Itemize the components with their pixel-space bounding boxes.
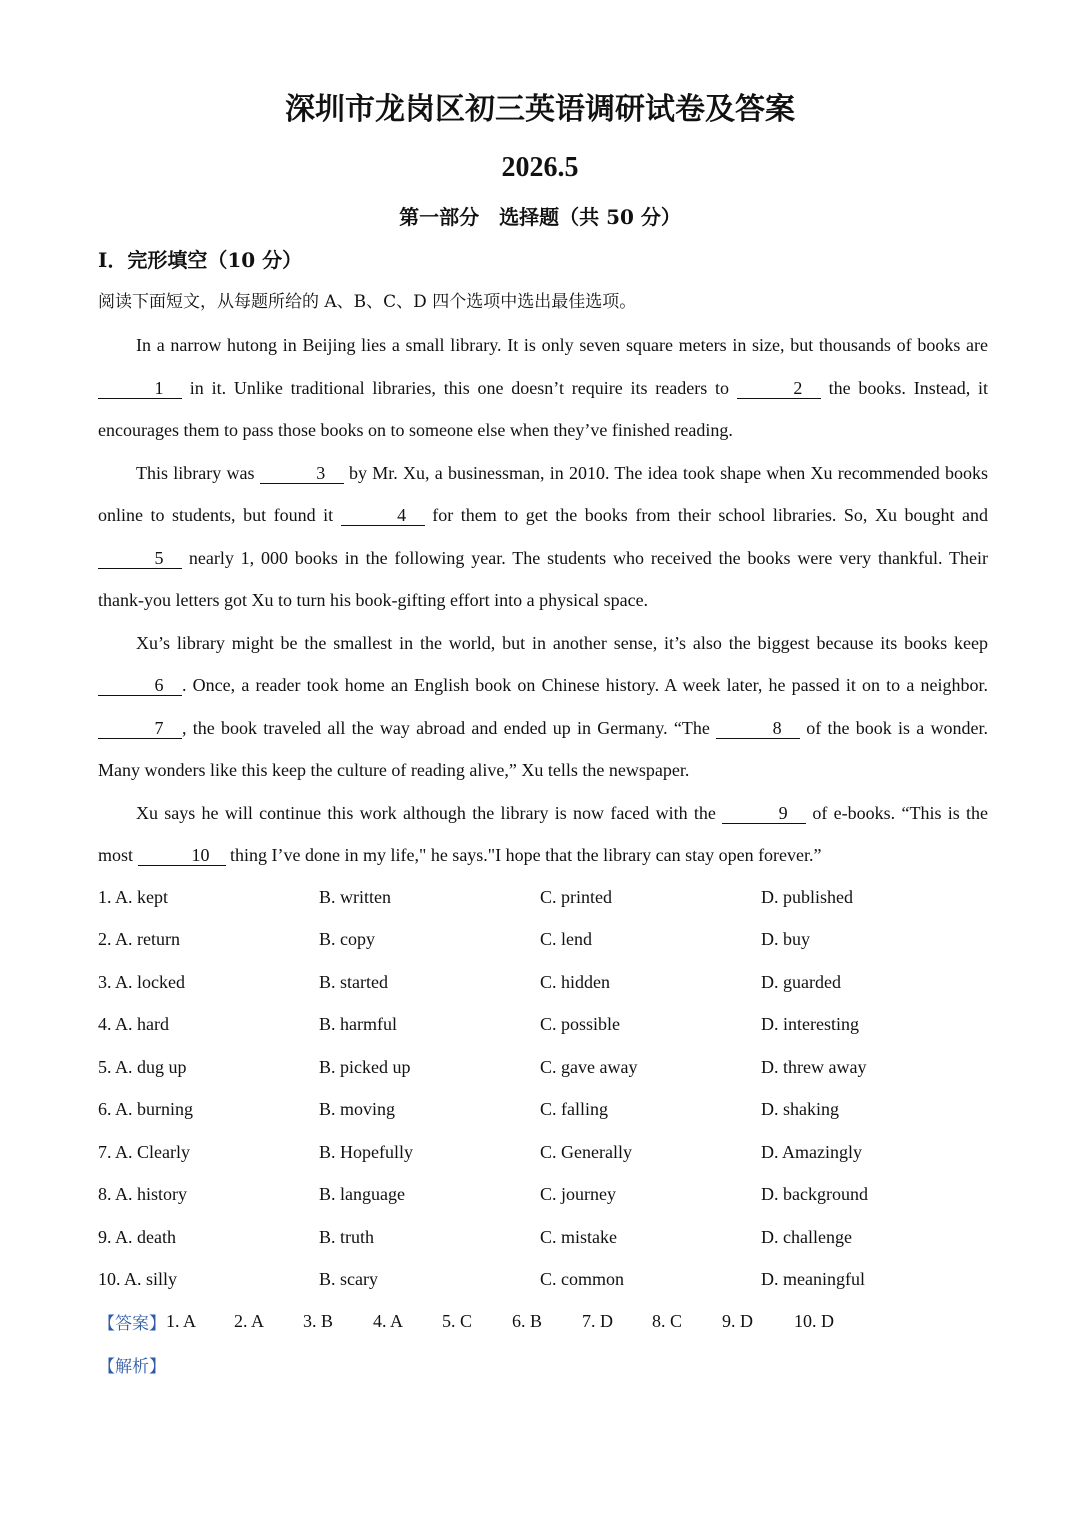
passage-text: in it. Unlike traditional libraries, this one doesn’t require its readers to xyxy=(182,377,737,398)
blank-5: 5 xyxy=(98,548,182,569)
passage-text: of the book is a wonder. Many wonders like this keep the culture of reading alive,” Xu tells the newspaper. xyxy=(98,717,988,780)
passage-paragraph xyxy=(98,792,988,877)
option-row xyxy=(98,919,988,962)
cloze-passage xyxy=(98,324,988,877)
option: D. buy xyxy=(761,929,810,950)
option-row xyxy=(98,1046,988,1089)
passage-paragraph xyxy=(98,324,988,452)
passage-text: This library was xyxy=(136,462,260,483)
passage-text: by Mr. Xu, a businessman, in 2010. The idea took shape when Xu recommended books online to students, but found it xyxy=(98,462,988,525)
option: C. possible xyxy=(540,1014,621,1035)
option: 10. A. silly xyxy=(98,1269,178,1290)
part-heading: 第一部分 选择题（共 50 分） xyxy=(399,205,681,229)
option: 5. A. dug up xyxy=(98,1056,187,1077)
option-row xyxy=(98,1004,988,1047)
option: D. Amazingly xyxy=(761,1141,862,1162)
option: C. printed xyxy=(540,886,612,907)
option-row xyxy=(98,1089,988,1132)
passage-text: In a narrow hutong in Beijing lies a small library. It is only seven square meters in size, but thousands of books are xyxy=(136,335,988,355)
blank-7: 7 xyxy=(98,718,182,739)
option-row xyxy=(98,876,988,919)
passage-text: nearly 1, 000 books in the following year. The students who received the books were very thankful. Their thank-you letters got Xu to turn his book-gifting effort into a physical space. xyxy=(98,547,988,610)
answer-item: 9. D xyxy=(722,1310,753,1331)
answer-item: 3. B xyxy=(303,1310,334,1331)
answer-item: 5. C xyxy=(442,1310,473,1331)
blank-4: 4 xyxy=(341,505,425,526)
option: B. started xyxy=(319,971,388,992)
option: D. shaking xyxy=(761,1099,839,1120)
passage-text: Xu says he will continue this work although the library is now faced with the xyxy=(136,802,723,823)
option: 7. A. Clearly xyxy=(98,1141,190,1162)
blank-2: 2 xyxy=(737,378,821,399)
option-row xyxy=(98,1131,988,1174)
analysis-label: 【解析】 xyxy=(98,1356,166,1377)
passage-paragraph xyxy=(98,622,988,792)
page-title: 深圳市龙岗区初三英语调研试卷及答案 xyxy=(285,92,795,127)
option: B. truth xyxy=(319,1226,375,1247)
passage-text: , the book traveled all the way abroad and ended up in Germany. “The xyxy=(182,717,717,738)
option: 3. A. locked xyxy=(98,971,185,992)
answer-item: 4. A xyxy=(373,1310,404,1331)
option: 2. A. return xyxy=(98,929,180,950)
passage-paragraph xyxy=(98,452,988,622)
option-row xyxy=(98,1259,988,1302)
option: B. written xyxy=(319,886,391,907)
option-row xyxy=(98,1174,988,1217)
answer-item: 10. D xyxy=(794,1310,834,1331)
option-row xyxy=(98,961,988,1004)
option: B. copy xyxy=(319,929,375,950)
passage-text: the books. Instead, it encourages them to pass those books on to someone else when they’ve finished reading. xyxy=(98,377,988,440)
passage-text: of e-books. “This is the most xyxy=(98,802,989,865)
option: C. mistake xyxy=(540,1226,617,1247)
option: C. journey xyxy=(540,1184,616,1205)
answer-item: 7. D xyxy=(582,1310,613,1331)
option: D. background xyxy=(761,1184,868,1205)
section-heading: I．完形填空（10 分） xyxy=(98,248,303,272)
option: D. interesting xyxy=(761,1014,859,1035)
options-list xyxy=(98,876,988,1301)
answer-item: 6. B xyxy=(512,1310,543,1331)
option: 8. A. history xyxy=(98,1184,188,1205)
instruction-text: 阅读下面短文，从每题所给的 A、B、C、D 四个选项中选出最佳选项。 xyxy=(98,292,637,312)
option: B. Hopefully xyxy=(319,1141,413,1162)
passage-text: . Once, a reader took home an English book on Chinese history. A week later, he passed it on to a neighbor. xyxy=(182,675,988,695)
option: D. published xyxy=(761,886,853,907)
option: D. challenge xyxy=(761,1226,852,1247)
option: B. harmful xyxy=(319,1014,397,1035)
blank-3: 3 xyxy=(260,463,344,484)
option: B. language xyxy=(319,1184,405,1205)
passage-text: thing I’ve done in my life," he says."I hope that the library can stay open forever.” xyxy=(225,845,822,865)
blank-1: 1 xyxy=(98,378,182,399)
option: 6. A. burning xyxy=(98,1099,194,1120)
analysis-section xyxy=(98,1346,166,1382)
option: C. gave away xyxy=(540,1056,638,1077)
blank-6: 6 xyxy=(98,675,182,696)
passage-text: Xu’s library might be the smallest in the world, but in another sense, it’s also the biggest because its books keep xyxy=(136,632,988,653)
blank-10: 10 xyxy=(138,845,226,866)
option: D. guarded xyxy=(761,971,841,992)
option: 9. A. death xyxy=(98,1226,176,1247)
answer-item: 2. A xyxy=(234,1310,265,1331)
option: B. moving xyxy=(319,1099,396,1120)
option: C. Generally xyxy=(540,1141,632,1162)
option: C. falling xyxy=(540,1099,608,1120)
passage-text: for them to get the books from their school libraries. So, Xu bought and xyxy=(424,505,988,525)
option: 1. A. kept xyxy=(98,886,168,907)
blank-9: 9 xyxy=(722,803,806,824)
option: B. picked up xyxy=(319,1056,411,1077)
option: 4. A. hard xyxy=(98,1014,169,1035)
answer-key xyxy=(98,1302,854,1340)
option: D. meaningful xyxy=(761,1269,865,1290)
option: D. threw away xyxy=(761,1056,867,1077)
option: C. lend xyxy=(540,929,592,950)
option: C. hidden xyxy=(540,971,610,992)
option: B. scary xyxy=(319,1269,378,1290)
answer-label: 【答案】 xyxy=(98,1313,166,1334)
option-row xyxy=(98,1216,988,1259)
option: C. common xyxy=(540,1269,624,1290)
answer-item: 1. A xyxy=(166,1310,197,1331)
answer-item: 8. C xyxy=(652,1310,683,1331)
blank-8: 8 xyxy=(716,718,800,739)
exam-date: 2026.5 xyxy=(501,152,579,183)
